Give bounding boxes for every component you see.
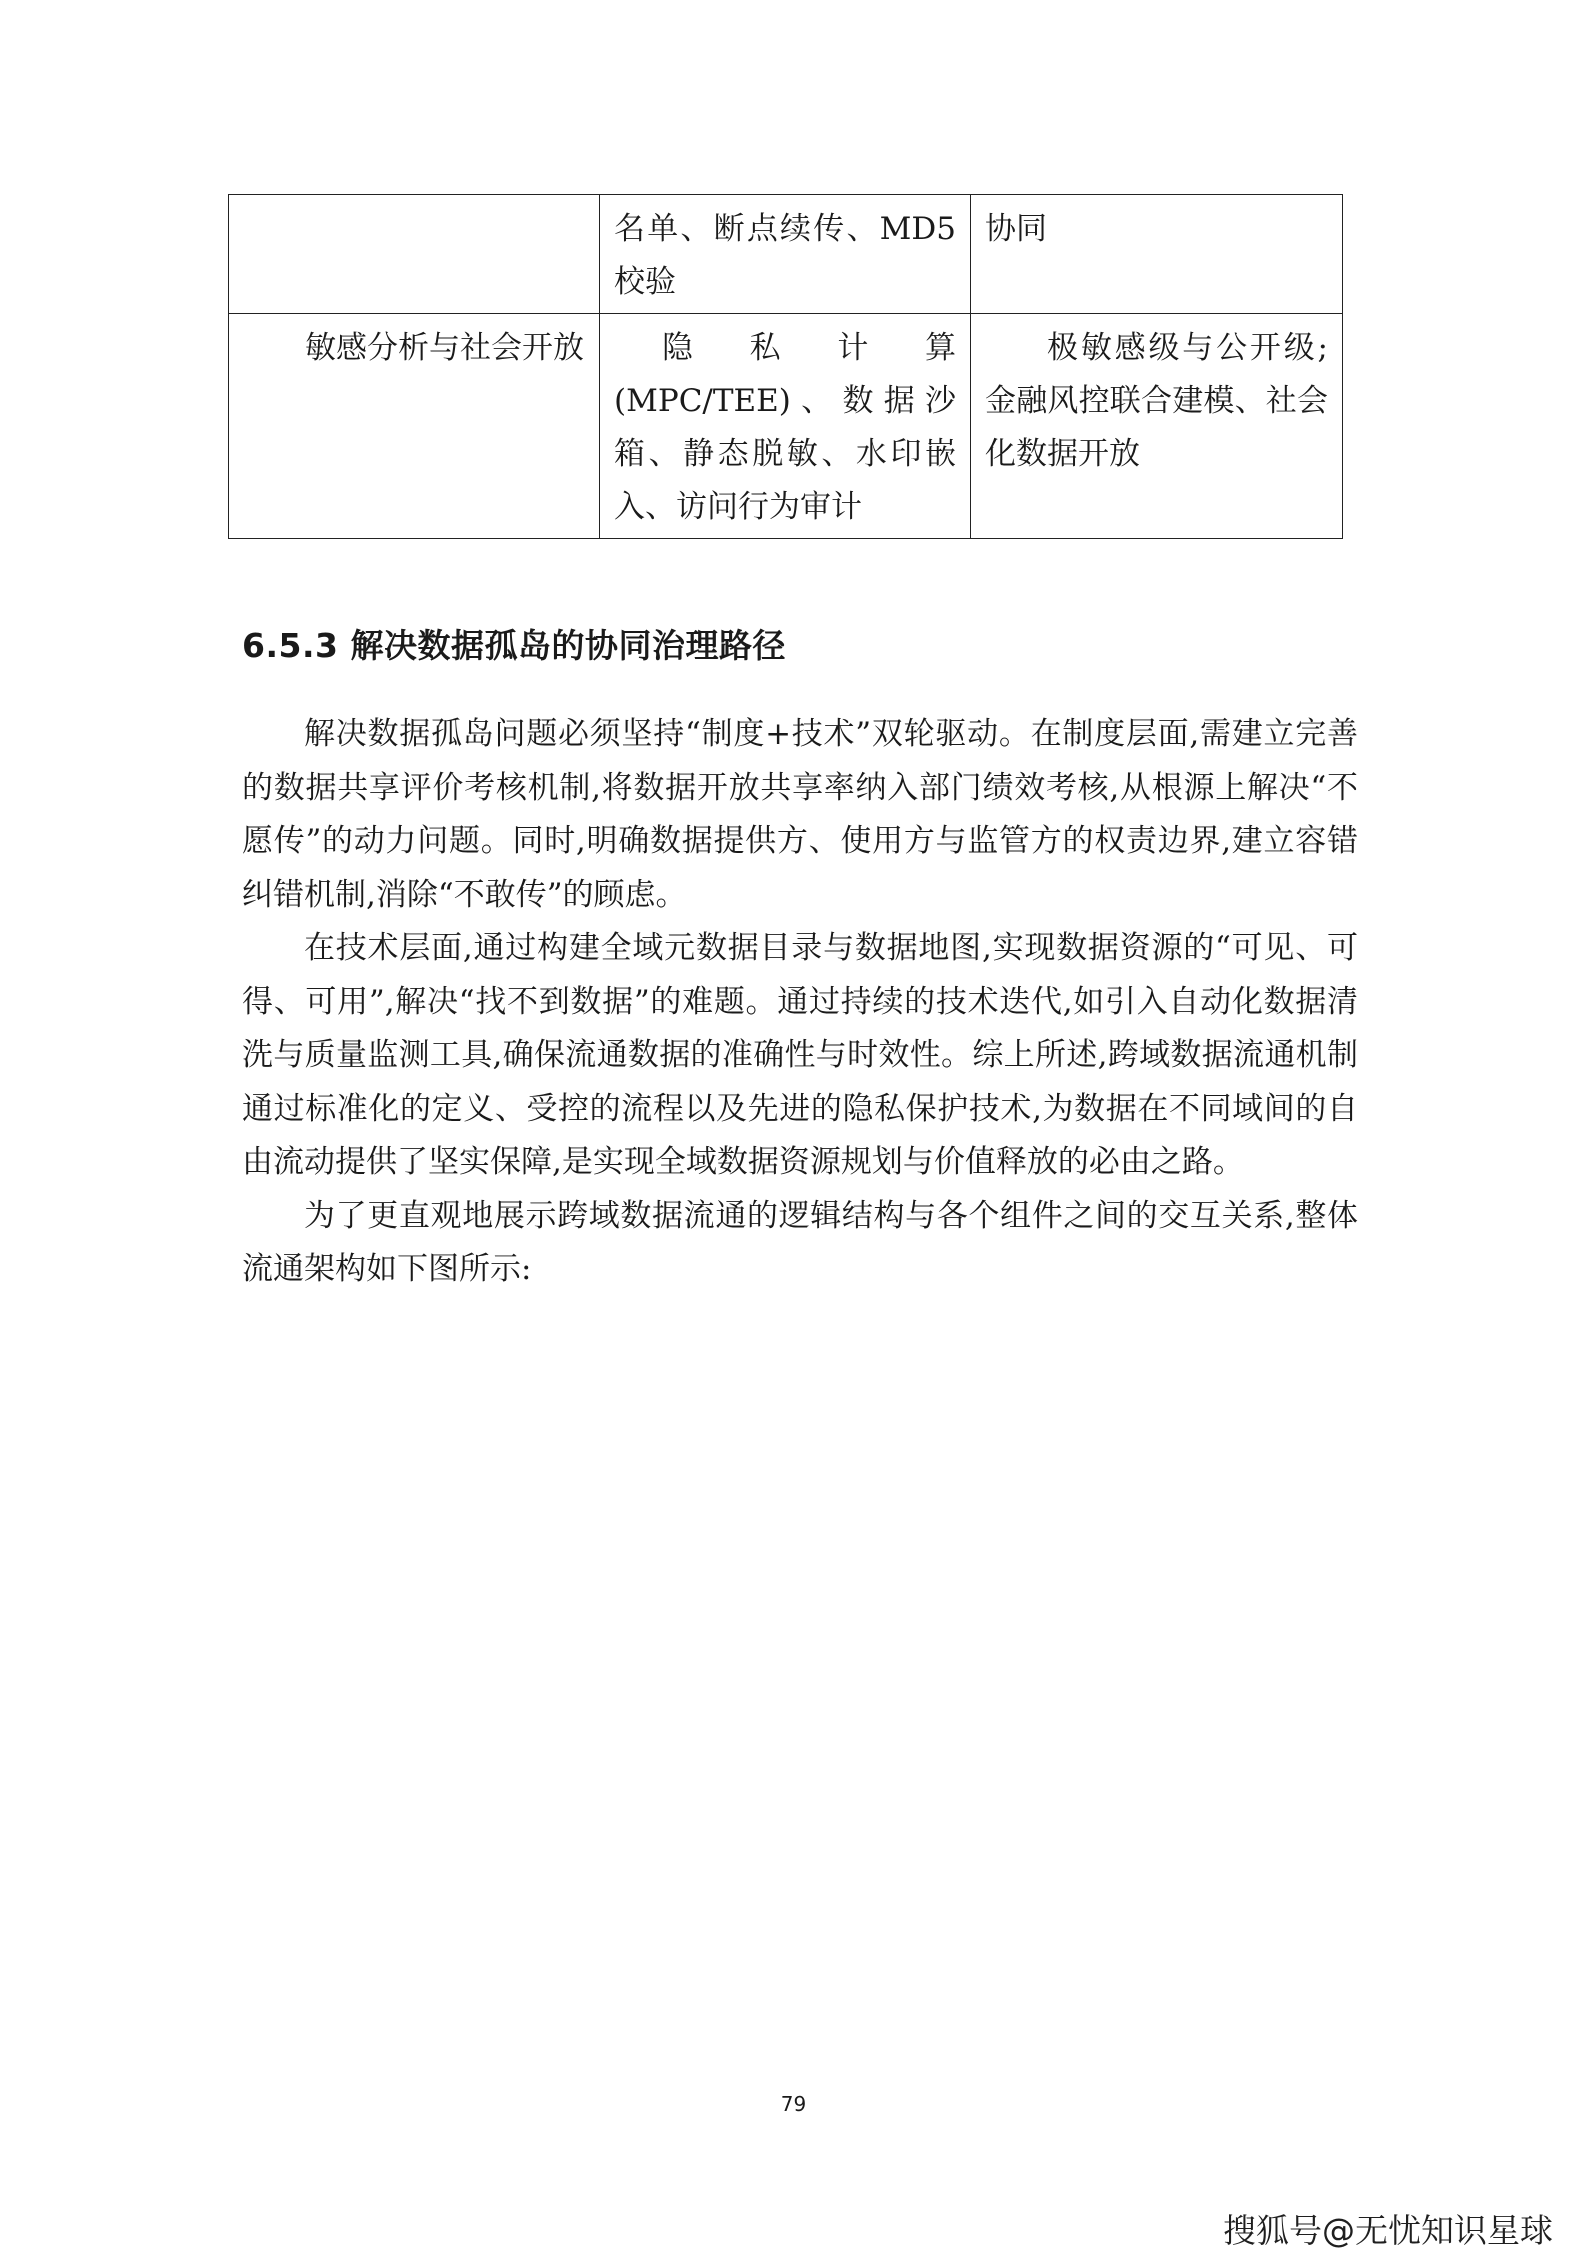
table-row xyxy=(229,314,1343,539)
spread-char: 隐 xyxy=(662,330,693,366)
spread-line xyxy=(614,322,956,375)
paragraph: 为了更直观地展示跨域数据流通的逻辑结构与各个组件之间的交互关系,整体流通架构如下图所示: xyxy=(242,1197,1358,1287)
table-cell: 极敏感级与公开级;金融风控联合建模、社会化数据开放 xyxy=(971,314,1343,539)
watermark: 搜狐号@无忧知识星球 xyxy=(1223,2211,1553,2250)
spread-char: 算 xyxy=(924,330,956,366)
page-number: 79 xyxy=(780,2092,807,2116)
spread-char: 计 xyxy=(837,330,869,366)
section-heading: 6.5.3 解决数据孤岛的协同治理路径 xyxy=(242,626,786,665)
table-cell: 协同 xyxy=(971,195,1343,314)
body-text xyxy=(242,708,1358,1297)
table-cell xyxy=(229,195,600,314)
cell-text: (MPC/TEE)、数据沙箱、静态脱敏、水印嵌入、访问行为审计 xyxy=(614,383,956,525)
paragraph: 在技术层面,通过构建全域元数据目录与数据地图,实现数据资源的“可见、可得、可用”,解决“找不到数据”的难题。通过持续的技术迭代,如引入自动化数据清洗与质量监测工具,确保流通数据的准确性与时效性。综上所述,跨域数据流通机制通过标准化的定义、受控的流程以及先进的隐私保护技术,为数据在不同域间的自由流动提供了坚实保障,是实现全域数据资源规划与价值释放的必由之路。 xyxy=(242,930,1358,1180)
data-table xyxy=(228,194,1343,539)
paragraph: 解决数据孤岛问题必须坚持“制度+技术”双轮驱动。在制度层面,需建立完善的数据共享评价考核机制,将数据开放共享率纳入部门绩效考核,从根源上解决“不愿传”的动力问题。同时,明确数据提供方、使用方与监管方的权责边界,建立容错纠错机制,消除“不敢传”的顾虑。 xyxy=(242,716,1358,913)
table-cell: 名单、断点续传、MD5 校验 xyxy=(600,195,971,314)
table-cell: 敏感分析与社会开放 xyxy=(229,314,600,539)
table-cell xyxy=(600,314,971,539)
table-row xyxy=(229,195,1343,314)
spread-char: 私 xyxy=(749,330,781,366)
